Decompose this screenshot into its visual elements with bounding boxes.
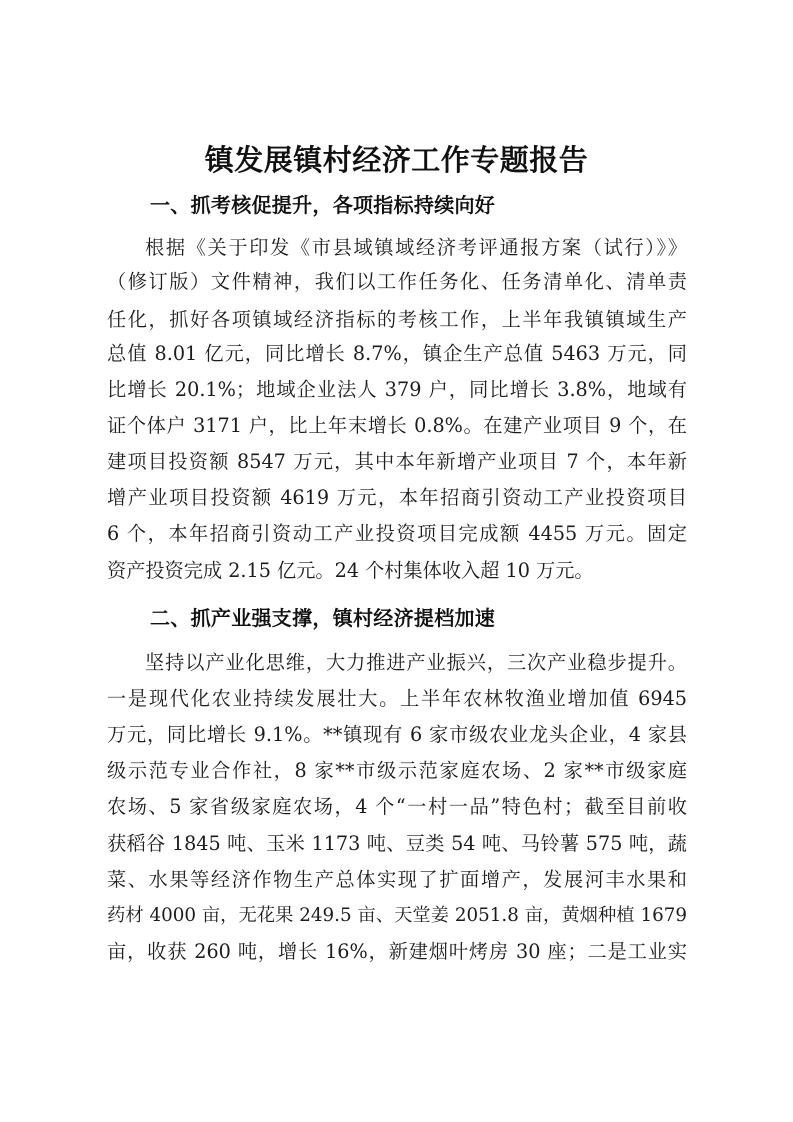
paragraph-line: 6 个，本年招商引资动工产业投资项目完成额 4455 万元。固定 <box>107 522 687 545</box>
paragraph-line: 增产业项目投资额 4619 万元，本年招商引资动工产业投资项目 <box>107 486 687 509</box>
paragraph-line: 根据《关于印发《市县域镇域经济考评通报方案（试行）》》 <box>145 236 687 259</box>
paragraph-line: 药材 4000 亩，无花果 249.5 亩、天堂姜 2051.8 亩，黄烟种植 1679 <box>107 905 687 926</box>
paragraph-line: 建项目投资额 8547 万元，其中本年新增产业项目 7 个，本年新 <box>107 450 687 473</box>
paragraph-line: 亩，收获 260 吨，增长 16%，新建烟叶烤房 30 座；二是工业实 <box>107 940 687 963</box>
paragraph-line: 获稻谷 1845 吨、玉米 1173 吨、豆类 54 吨、马铃薯 575 吨，蔬 <box>107 832 687 855</box>
paragraph-line: 菜、水果等经济作物生产总体实现了扩面增产，发展河丰水果和 <box>107 868 687 891</box>
paragraph-line: 农场、5 家省级家庭农场，4 个“一村一品”特色村；截至目前收 <box>107 795 687 818</box>
document-title: 镇发展镇村经济工作专题报告 <box>204 143 589 177</box>
section-heading-1: 一、抓考核促提升，各项指标持续向好 <box>150 193 496 217</box>
paragraph-line: 证个体户 3171 户，比上年末增长 0.8%。在建产业项目 9 个，在 <box>107 414 687 437</box>
paragraph-line: 总值 8.01 亿元，同比增长 8.7%，镇企生产总值 5463 万元，同 <box>107 342 687 365</box>
paragraph-line: 一是现代化农业持续发展壮大。上半年农林牧渔业增加值 6945 <box>107 687 687 710</box>
paragraph-line: （修订版）文件精神，我们以工作任务化、任务清单化、清单责 <box>107 270 687 293</box>
section-heading-2: 二、抓产业强支撑，镇村经济提档加速 <box>150 606 496 630</box>
paragraph-line: 资产投资完成 2.15 亿元。24 个村集体收入超 10 万元。 <box>107 559 594 582</box>
paragraph-line: 任化，抓好各项镇域经济指标的考核工作，上半年我镇镇域生产 <box>107 308 687 331</box>
paragraph-line: 坚持以产业化思维，大力推进产业振兴，三次产业稳步提升。 <box>145 651 687 674</box>
paragraph-line: 比增长 20.1%；地域企业法人 379 户，同比增长 3.8%，地域有 <box>107 378 687 401</box>
paragraph-line: 级示范专业合作社，8 家**市级示范家庭农场、2 家**市级家庭 <box>107 759 687 782</box>
paragraph-line: 万元，同比增长 9.1%。**镇现有 6 家市级农业龙头企业，4 家县 <box>107 723 687 746</box>
